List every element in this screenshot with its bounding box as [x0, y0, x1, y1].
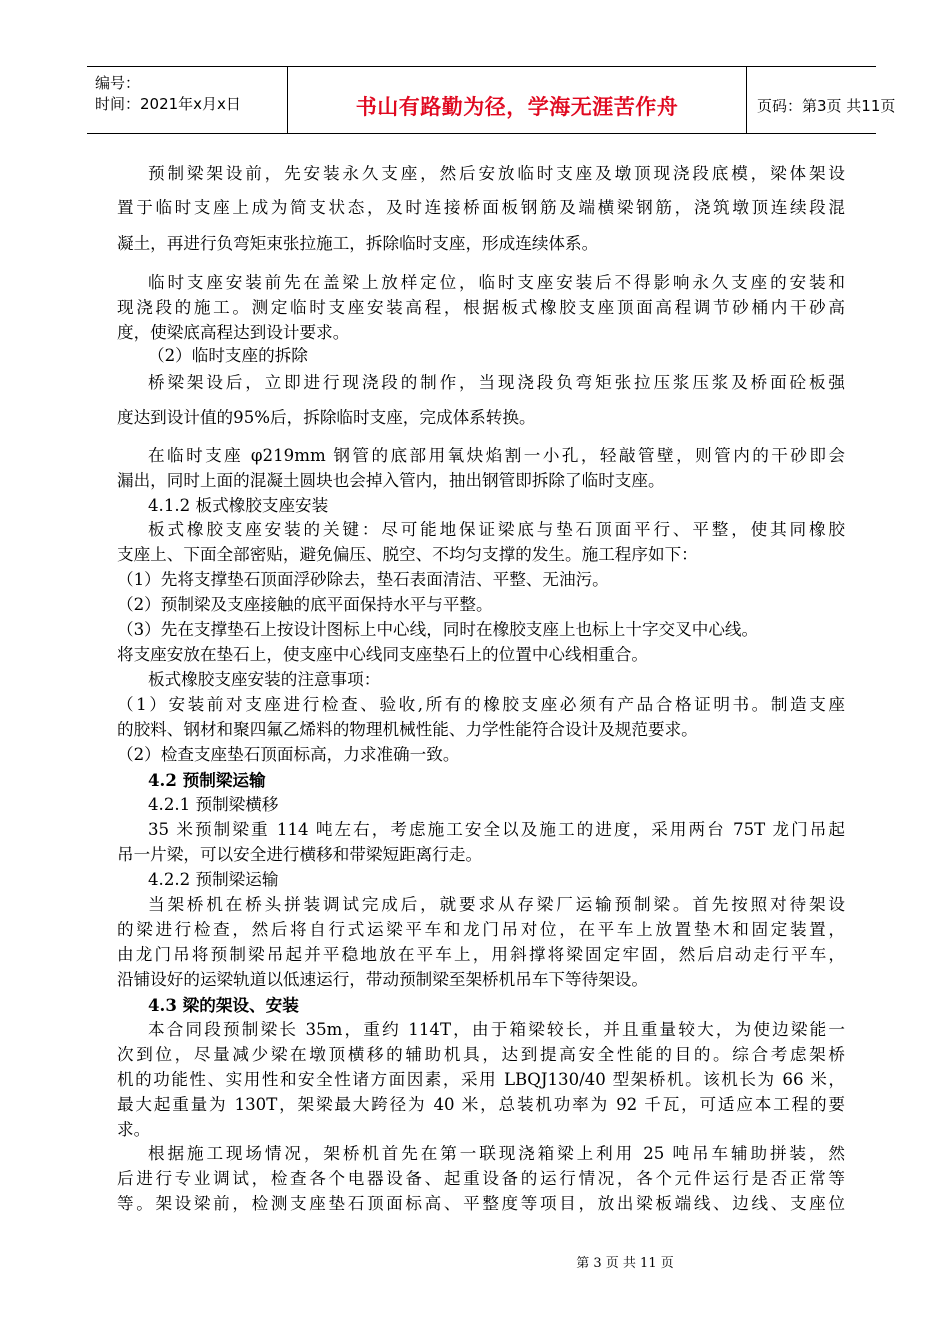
document-time-label: 时间：2021年x月x日 [95, 95, 241, 113]
paragraph-line: 本合同段预制梁长 35m，重约 114T，由于箱梁较长，并且重量较大，为使边梁能一 [148, 1020, 845, 1039]
paragraph-line: 凝土，再进行负弯矩束张拉施工，拆除临时支座，形成连续体系。 [117, 234, 599, 253]
paragraph-line: 预制梁架设前，先安装永久支座，然后安放临时支座及墩顶现浇段底模，梁体架设 [148, 164, 845, 183]
header-meta [87, 67, 287, 133]
list-item: （1）先将支撑垫石顶面浮砂除去，垫石表面清洁、平整、无油污。 [117, 570, 609, 589]
section-heading: 4.1.2 板式橡胶支座安装 [148, 496, 329, 515]
paragraph-line: 根据施工现场情况，架桥机首先在第一联现浇箱梁上利用 25 吨吊车辅助拼装，然 [148, 1144, 845, 1163]
paragraph-line: 当架桥机在桥头拼装调试完成后，就要求从存梁厂运输预制梁。首先按照对待架设 [148, 895, 845, 914]
paragraph-line: 次到位，尽量减少梁在墩顶横移的辅助机具，达到提高安全性能的目的。综合考虑架桥 [117, 1045, 845, 1064]
paragraph-line: 漏出，同时上面的混凝土圆块也会掉入管内，抽出钢管即拆除了临时支座。 [117, 471, 665, 490]
list-item: （1）安装前对支座进行检查、验收,所有的橡胶支座必须有产品合格证明书。制造支座 [117, 695, 845, 714]
paragraph-line: 度，使梁底高程达到设计要求。 [117, 323, 350, 342]
list-item: 将支座安放在垫石上，使支座中心线同支座垫石上的位置中心线相重合。 [117, 645, 648, 664]
paragraph-line: 支座上、下面全部密贴，避免偏压、脱空、不均匀支撑的发生。施工程序如下： [117, 545, 698, 564]
list-item: （2）检查支座垫石顶面标高，力求准确一致。 [117, 745, 460, 764]
paragraph-line: 最大起重量为 130T，架梁最大跨径为 40 米，总装机功率为 92 千瓦，可适应本工程的要 [117, 1095, 845, 1114]
list-item: （3）先在支撑垫石上按设计图标上中心线，同时在橡胶支座上也标上十字交叉中心线。 [117, 620, 759, 639]
subsection-heading: （2）临时支座的拆除 [148, 346, 308, 365]
paragraph-line: 置于临时支座上成为简支状态，及时连接桥面板钢筋及端横梁钢筋，浇筑墩顶连续段混 [117, 198, 845, 217]
list-item: （2）预制梁及支座接触的底平面保持水平与平整。 [117, 595, 493, 614]
header-motto-cell [287, 67, 747, 133]
paragraph-line: 35 米预制梁重 114 吨左右，考虑施工安全以及施工的进度，采用两台 75T 龙门吊起 [148, 820, 845, 839]
paragraph-line: 吊一片梁，可以安全进行横移和带梁短距离行走。 [117, 845, 483, 864]
paragraph-line: 沿铺设好的运梁轨道以低速运行，带动预制梁至架桥机吊车下等待架设。 [117, 970, 648, 989]
subsection-heading: 板式橡胶支座安装的注意事项： [148, 670, 381, 689]
paragraph-line: 后进行专业调试，检查各个电器设备、起重设备的运行情况，各个元件运行是否正常等 [117, 1169, 845, 1188]
paragraph-line: 机的功能性、实用性和安全性诸方面因素，采用 LBQJ130/40 型架桥机。该机长为 66 米， [117, 1070, 845, 1089]
paragraph-line: 在临时支座 φ219mm 钢管的底部用氧炔焰割一小孔，轻敲管壁，则管内的干砂即会 [148, 446, 845, 465]
paragraph-line: 由龙门吊将预制梁吊起并平稳地放在平车上，用斜撑将梁固定牢固，然后启动走行平车， [117, 945, 845, 964]
paragraph-line: 板式橡胶支座安装的关键：尽可能地保证梁底与垫石顶面平行、平整，使其同橡胶 [148, 520, 845, 539]
document-header [87, 66, 896, 134]
paragraph-line: 的梁进行检查，然后将自行式运梁平车和龙门吊对位，在平车上放置垫木和固定装置， [117, 920, 845, 939]
paragraph-line: 度达到设计值的95%后，拆除临时支座，完成体系转换。 [117, 408, 536, 427]
paragraph-line: 现浇段的施工。测定临时支座安装高程，根据板式橡胶支座顶面高程调节砂桶内干砂高 [117, 298, 845, 317]
paragraph-line: 临时支座安装前先在盖梁上放样定位，临时支座安装后不得影响永久支座的安装和 [148, 273, 845, 292]
paragraph-line: 求。 [117, 1120, 151, 1139]
page-footer: 第 3 页 共 11 页 [576, 1256, 674, 1271]
subsection-heading: 4.2.2 预制梁运输 [148, 870, 279, 889]
section-heading: 4.2 预制梁运输 [148, 770, 266, 790]
subsection-heading: 4.2.1 预制梁横移 [148, 795, 279, 814]
paragraph-line: 等。架设梁前，检测支座垫石顶面标高、平整度等项目，放出梁板端线、边线、支座位 [117, 1194, 845, 1213]
header-page-number: 页码：第3页 共11页 [757, 97, 896, 115]
document-number-label: 编号： [95, 74, 141, 92]
section-heading: 4.3 梁的架设、安装 [148, 995, 299, 1015]
list-item: 的胶料、钢材和聚四氟乙烯料的物理机械性能、力学性能符合设计及规范要求。 [117, 720, 698, 739]
header-motto: 书山有路勤为径，学海无涯苦作舟 [355, 95, 679, 119]
paragraph-line: 桥梁架设后，立即进行现浇段的制作，当现浇段负弯矩张拉压浆压浆及桥面砼板强 [148, 373, 845, 392]
header-page-cell [747, 67, 896, 133]
